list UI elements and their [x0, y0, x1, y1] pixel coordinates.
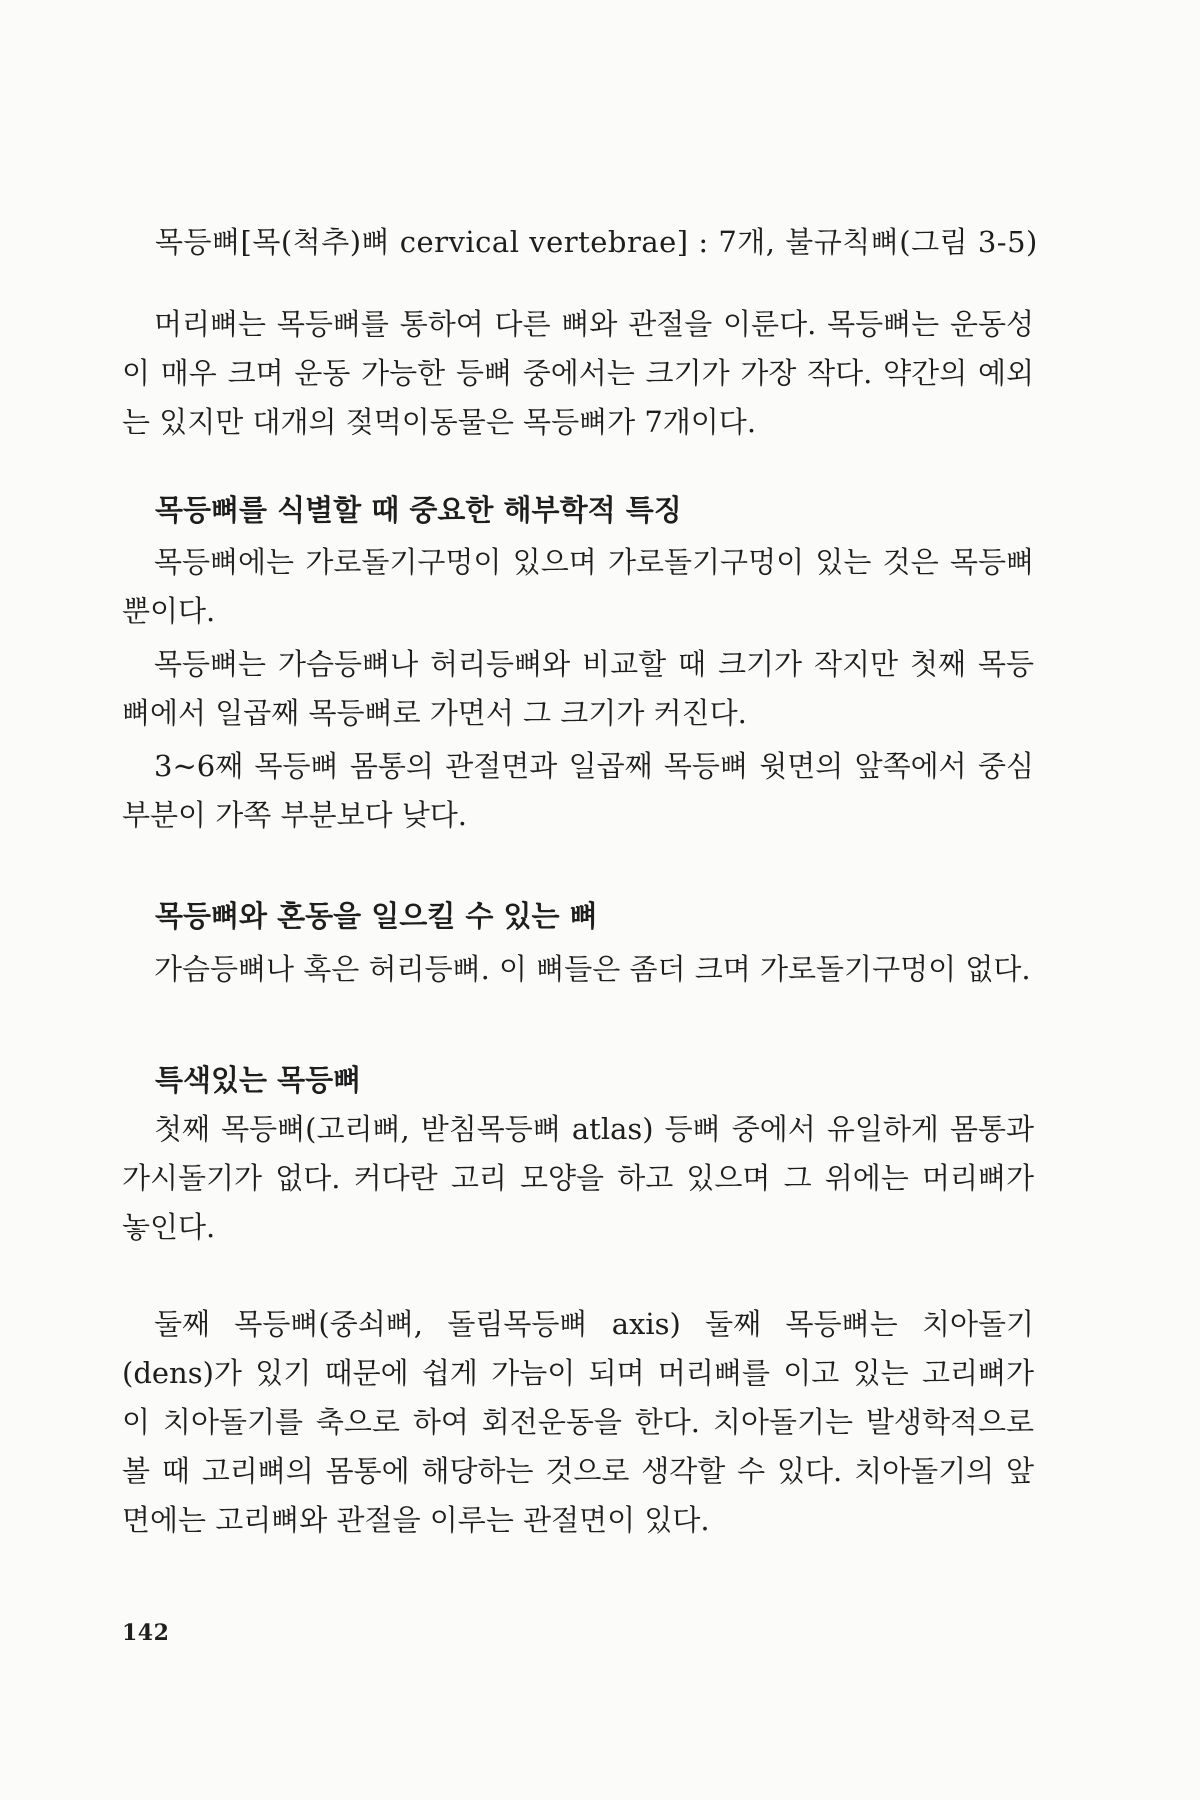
page-number: 142	[122, 1620, 170, 1646]
heading-identifying-features: 목등뼈를 식별할 때 중요한 해부학적 특징	[155, 493, 682, 527]
intro-paragraph: 머리뼈는 목등뼈를 통하여 다른 뼈와 관절을 이룬다. 목등뼈는 운동성이 매우 크며 운동 가능한 등뼈 중에서는 크기가 가장 작다. 약간의 예외는 있지만 대개의 젖먹이동물은 목등뼈가 7개이다.	[122, 307, 1034, 439]
section-title: 목등뼈[목(척추)뼈 cervical vertebrae] : 7개, 불규칙뼈(그림 3-5)	[155, 225, 1038, 259]
paragraph-axis: 둘째 목등뼈(중쇠뼈, 돌림목등뼈 axis) 둘째 목등뼈는 치아돌기(dens)가 있기 때문에 쉽게 가늠이 되며 머리뼈를 이고 있는 고리뼈가 이 치아돌기를 축으로 하여 회전운동을 한다. 치아돌기는 발생학적으로 볼 때 고리뼈의 몸통에 해당하는 것으로 생각할 수 있다. 치아돌기의 앞면에는 고리뼈와 관절을 이루는 관절면이 있다.	[122, 1307, 1034, 1537]
paragraph-size: 목등뼈는 가슴등뼈나 허리등뼈와 비교할 때 크기가 작지만 첫째 목등뼈에서 일곱째 목등뼈로 가면서 그 크기가 커진다.	[122, 647, 1034, 730]
paragraph-articular-surface: 3∼6째 목등뼈 몸통의 관절면과 일곱째 목등뼈 윗면의 앞쪽에서 중심 부분이 가쪽 부분보다 낮다.	[122, 749, 1034, 832]
paragraph-confusable-bones: 가슴등뼈나 혹은 허리등뼈. 이 뼈들은 좀더 크며 가로돌기구멍이 없다.	[154, 952, 1031, 986]
paragraph-atlas: 첫째 목등뼈(고리뼈, 받침목등뼈 atlas) 등뼈 중에서 유일하게 몸통과 가시돌기가 없다. 커다란 고리 모양을 하고 있으며 그 위에는 머리뼈가 놓인다.	[122, 1112, 1034, 1244]
heading-distinctive-vertebrae: 특색있는 목등뼈	[155, 1063, 362, 1097]
heading-confusable-bones: 목등뼈와 혼동을 일으킬 수 있는 뼈	[155, 899, 598, 933]
paragraph-transverse-foramen: 목등뼈에는 가로돌기구멍이 있으며 가로돌기구멍이 있는 것은 목등뼈뿐이다.	[122, 545, 1034, 628]
